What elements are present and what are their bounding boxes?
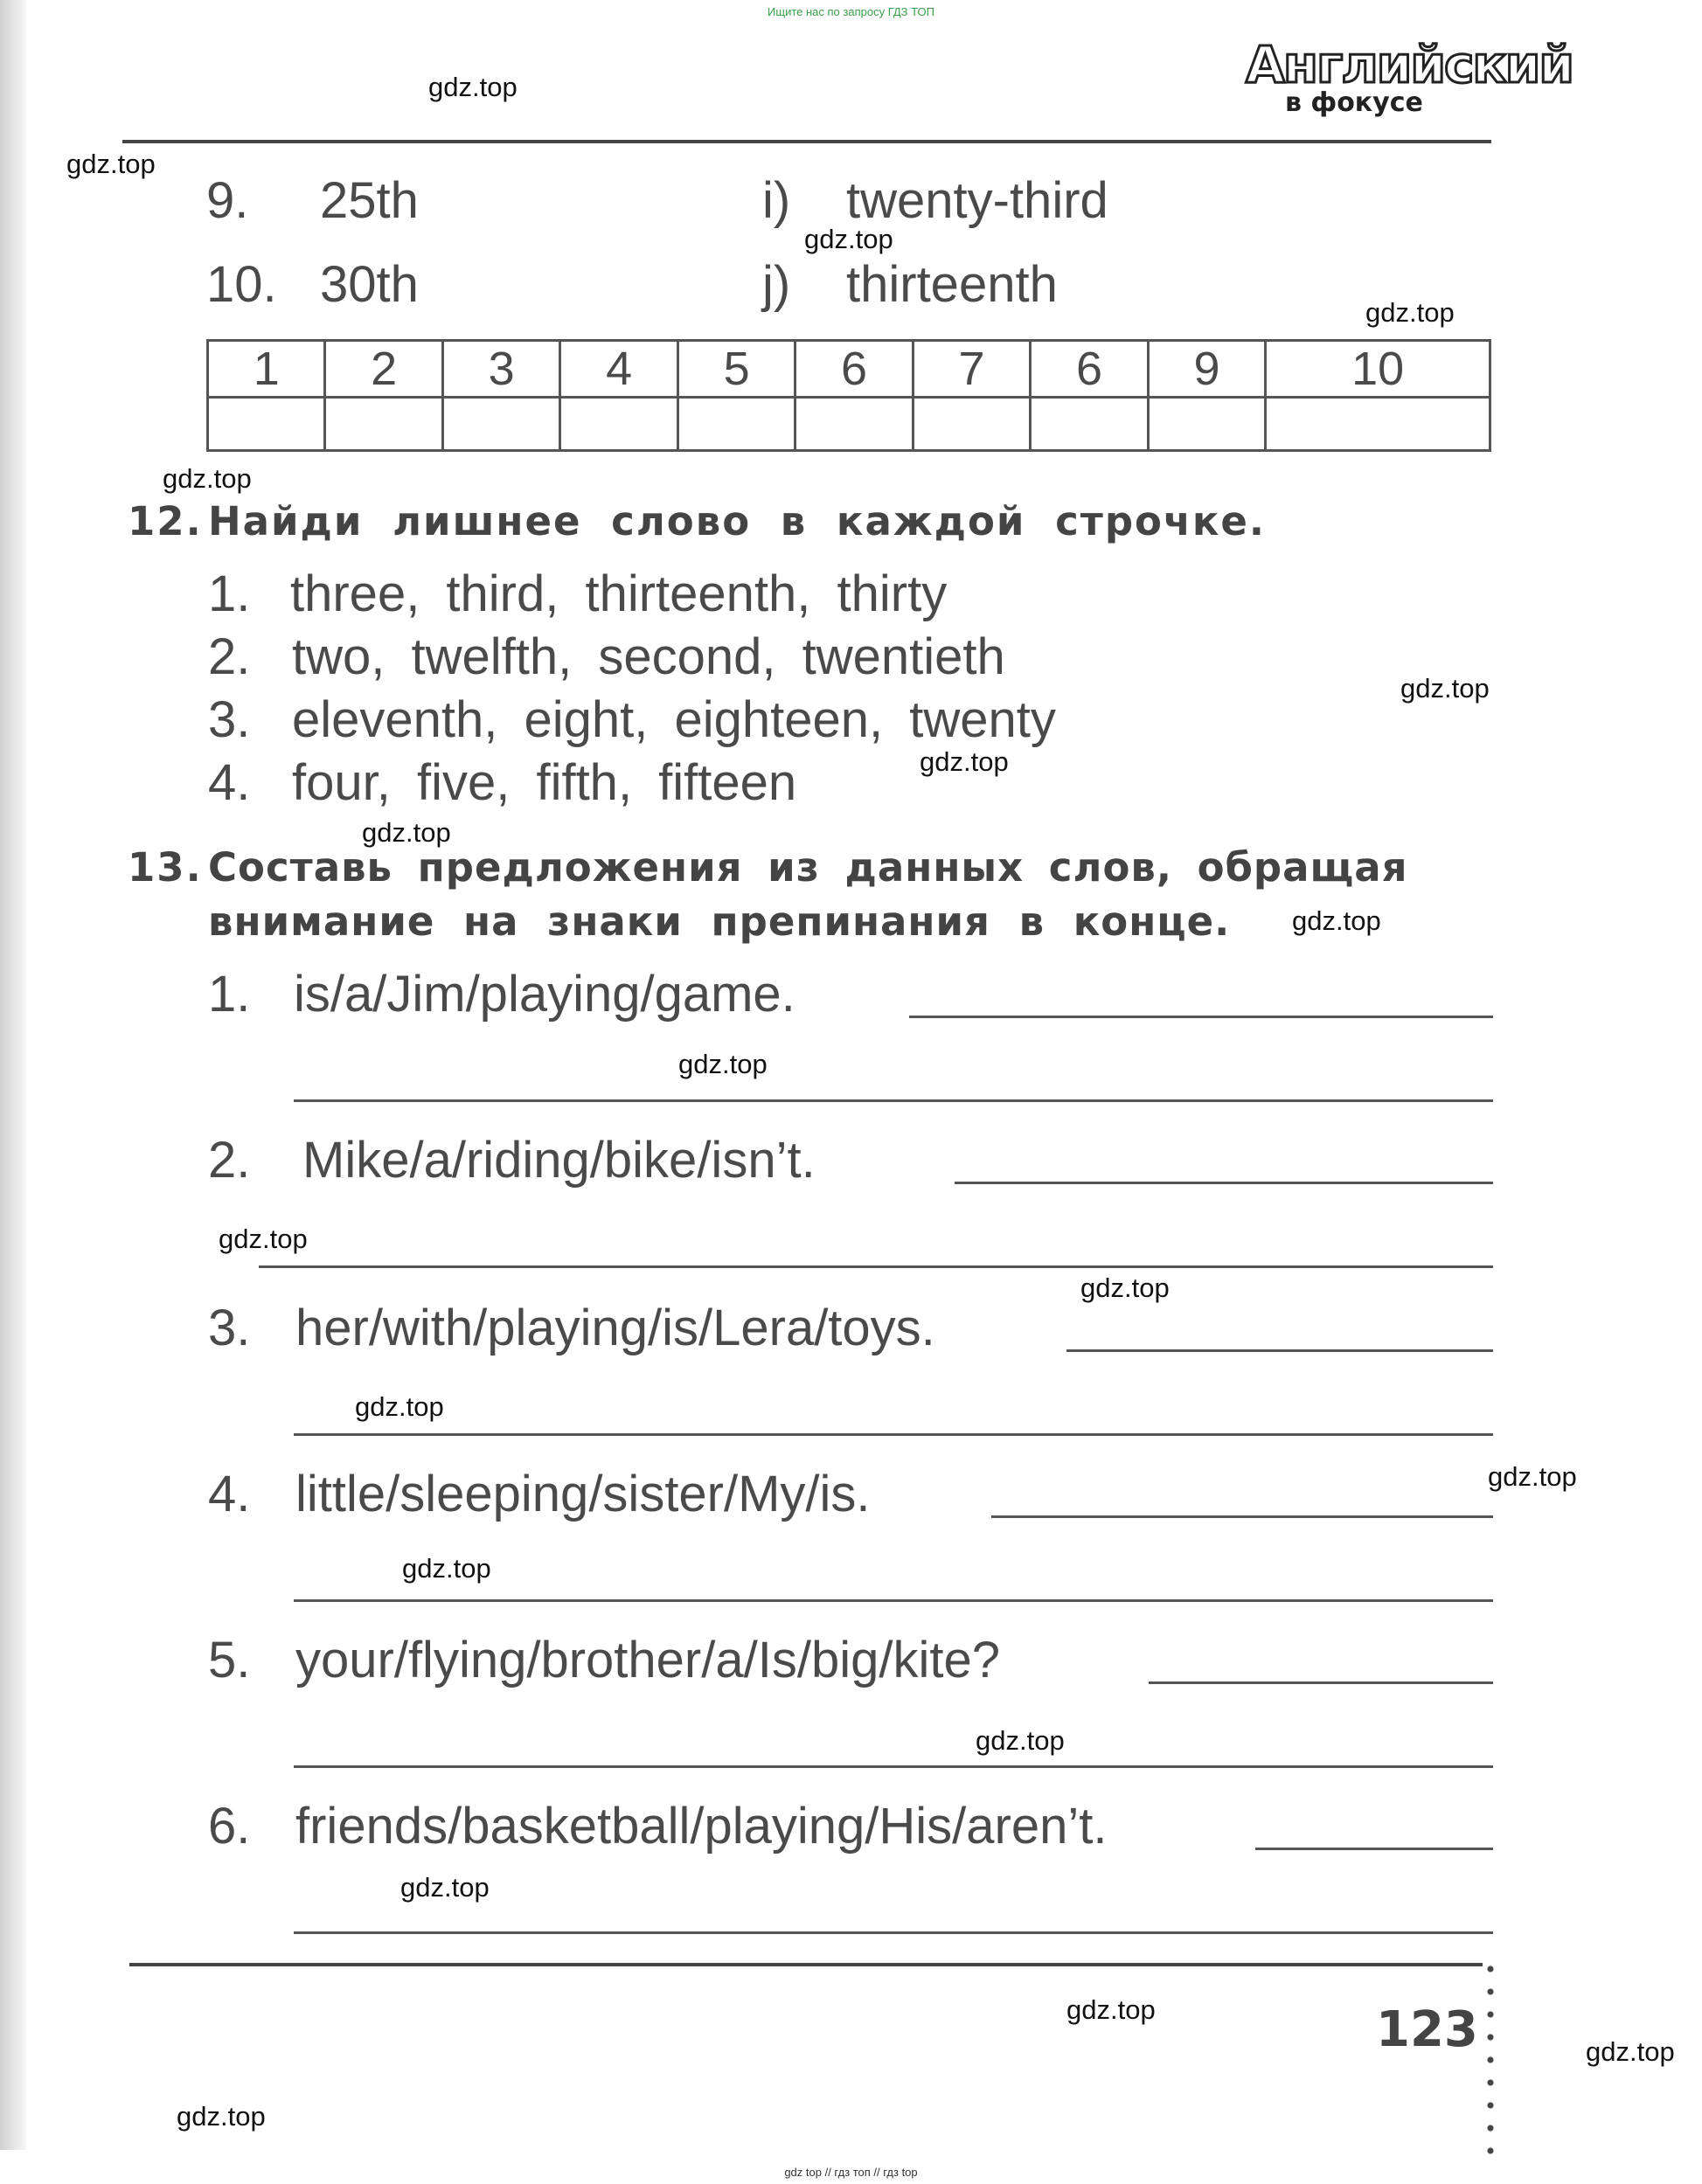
grid-header-cell: 5 bbox=[677, 341, 795, 398]
grid-header-row bbox=[208, 341, 1490, 398]
watermark: gdz.top bbox=[1080, 1272, 1170, 1303]
grid-header-cell: 2 bbox=[325, 341, 442, 398]
ex13-item-text: little/sleeping/sister/My/is. bbox=[295, 1466, 871, 1522]
grid-answer-cell[interactable] bbox=[560, 398, 677, 451]
grid-answer-cell[interactable] bbox=[208, 398, 325, 451]
ex13-item-text: Mike/a/riding/bike/isn’t. bbox=[302, 1132, 816, 1189]
page-number: 123 bbox=[1376, 2001, 1478, 2058]
logo-title: Английский bbox=[1246, 35, 1573, 94]
ex12-item-text: four, five, fifth, fifteen bbox=[292, 754, 797, 811]
match-value-10: 30th bbox=[320, 256, 419, 313]
watermark: gdz.top bbox=[976, 1725, 1065, 1756]
watermark: gdz.top bbox=[804, 224, 893, 254]
ex13-item-num: 2. bbox=[208, 1132, 251, 1189]
grid-answer-cell[interactable] bbox=[677, 398, 795, 451]
grid-header-cell: 1 bbox=[208, 341, 325, 398]
match-letter-j: j) bbox=[762, 256, 791, 313]
watermark: gdz.top bbox=[355, 1391, 444, 1422]
watermark: gdz.top bbox=[402, 1553, 491, 1584]
watermark: gdz.top bbox=[66, 149, 156, 179]
ex13-item-num: 6. bbox=[208, 1798, 251, 1855]
answer-line[interactable] bbox=[294, 1599, 1493, 1602]
ex13-item-num: 1. bbox=[208, 966, 251, 1023]
answer-line[interactable] bbox=[294, 1765, 1493, 1768]
answer-line[interactable] bbox=[1255, 1848, 1493, 1850]
watermark: gdz.top bbox=[1292, 905, 1381, 936]
grid-answer-cell[interactable] bbox=[1266, 398, 1490, 451]
watermark: gdz.top bbox=[1488, 1461, 1577, 1492]
ex13-item-text: your/flying/brother/a/Is/big/kite? bbox=[295, 1632, 1000, 1688]
exercise-12-number: 12. bbox=[128, 498, 203, 544]
answer-line[interactable] bbox=[955, 1182, 1493, 1184]
grid-header-cell: 6 bbox=[1031, 341, 1148, 398]
watermark: gdz.top bbox=[1400, 673, 1490, 704]
book-logo bbox=[1246, 35, 1573, 122]
ex13-item-num: 5. bbox=[208, 1632, 251, 1688]
exercise-13-title-line2: внимание на знаки препинания в конце. bbox=[208, 898, 1231, 945]
ex12-item-num: 3. bbox=[208, 691, 251, 748]
grid-answer-cell[interactable] bbox=[325, 398, 442, 451]
watermark: gdz.top bbox=[678, 1049, 768, 1079]
footer-rule bbox=[129, 1963, 1483, 1966]
answer-line[interactable] bbox=[909, 1016, 1493, 1018]
page-edge-dots bbox=[1486, 1958, 1495, 2159]
grid-header-cell: 6 bbox=[795, 341, 913, 398]
logo-subtitle: в фокусе bbox=[1285, 87, 1423, 118]
grid-header-cell: 9 bbox=[1148, 341, 1265, 398]
match-word-i: twenty-third bbox=[846, 172, 1108, 229]
answer-line[interactable] bbox=[991, 1515, 1493, 1518]
watermark: gdz.top bbox=[400, 1872, 490, 1903]
answer-grid bbox=[206, 339, 1491, 452]
watermark: gdz.top bbox=[362, 817, 451, 848]
watermark: gdz.top bbox=[1066, 1994, 1156, 2025]
grid-answer-cell[interactable] bbox=[1031, 398, 1148, 451]
answer-line[interactable] bbox=[294, 1931, 1493, 1934]
watermark: gdz.top bbox=[428, 72, 518, 102]
ex12-item-text: three, third, thirteenth, thirty bbox=[290, 565, 948, 622]
grid-answer-cell[interactable] bbox=[913, 398, 1030, 451]
grid-answer-cell[interactable] bbox=[1148, 398, 1265, 451]
ex13-item-num: 4. bbox=[208, 1466, 251, 1522]
match-num-9: 9. bbox=[206, 172, 249, 229]
grid-answer-row bbox=[208, 398, 1490, 451]
ex13-item-text: is/a/Jim/playing/game. bbox=[294, 966, 795, 1023]
watermark: gdz.top bbox=[1586, 2036, 1675, 2067]
ex12-item-text: eleventh, eight, eighteen, twenty bbox=[292, 691, 1056, 748]
watermark: gdz.top bbox=[163, 463, 252, 494]
match-value-9: 25th bbox=[320, 172, 419, 229]
match-letter-i: i) bbox=[762, 172, 791, 229]
ex12-item-text: two, twelfth, second, twentieth bbox=[292, 628, 1005, 685]
ex12-item-num: 4. bbox=[208, 754, 251, 811]
book-spine-shadow bbox=[0, 0, 26, 2150]
match-word-j: thirteenth bbox=[846, 256, 1058, 313]
bottom-note: gdz top // гдз топ // гдз top bbox=[784, 2166, 918, 2179]
grid-answer-cell[interactable] bbox=[795, 398, 913, 451]
grid-header-cell: 10 bbox=[1266, 341, 1490, 398]
exercise-13-title-line1: Составь предложения из данных слов, обращая bbox=[208, 844, 1408, 891]
answer-line[interactable] bbox=[259, 1265, 1493, 1268]
watermark: gdz.top bbox=[1365, 297, 1455, 328]
exercise-12-title: Найди лишнее слово в каждой строчке. bbox=[208, 498, 1267, 544]
answer-line[interactable] bbox=[1066, 1349, 1493, 1352]
match-num-10: 10. bbox=[206, 256, 277, 313]
ex13-item-text: her/with/playing/is/Lera/toys. bbox=[295, 1300, 935, 1356]
grid-header-cell: 3 bbox=[442, 341, 559, 398]
watermark: gdz.top bbox=[920, 746, 1009, 777]
exercise-13-number: 13. bbox=[128, 844, 203, 891]
ex12-item-num: 1. bbox=[208, 565, 251, 622]
watermark: gdz.top bbox=[219, 1224, 308, 1254]
answer-line[interactable] bbox=[1149, 1681, 1493, 1684]
grid-header-cell: 4 bbox=[560, 341, 677, 398]
top-note: Ищите нас по запросу ГДЗ ТОП bbox=[768, 5, 934, 18]
ex13-item-text: friends/basketball/playing/His/aren’t. bbox=[295, 1798, 1108, 1855]
ex13-item-num: 3. bbox=[208, 1300, 251, 1356]
answer-line[interactable] bbox=[294, 1099, 1493, 1102]
grid-answer-cell[interactable] bbox=[442, 398, 559, 451]
ex12-item-num: 2. bbox=[208, 628, 251, 685]
answer-line[interactable] bbox=[294, 1433, 1493, 1436]
header-rule bbox=[122, 140, 1491, 143]
grid-header-cell: 7 bbox=[913, 341, 1030, 398]
watermark: gdz.top bbox=[177, 2101, 266, 2132]
